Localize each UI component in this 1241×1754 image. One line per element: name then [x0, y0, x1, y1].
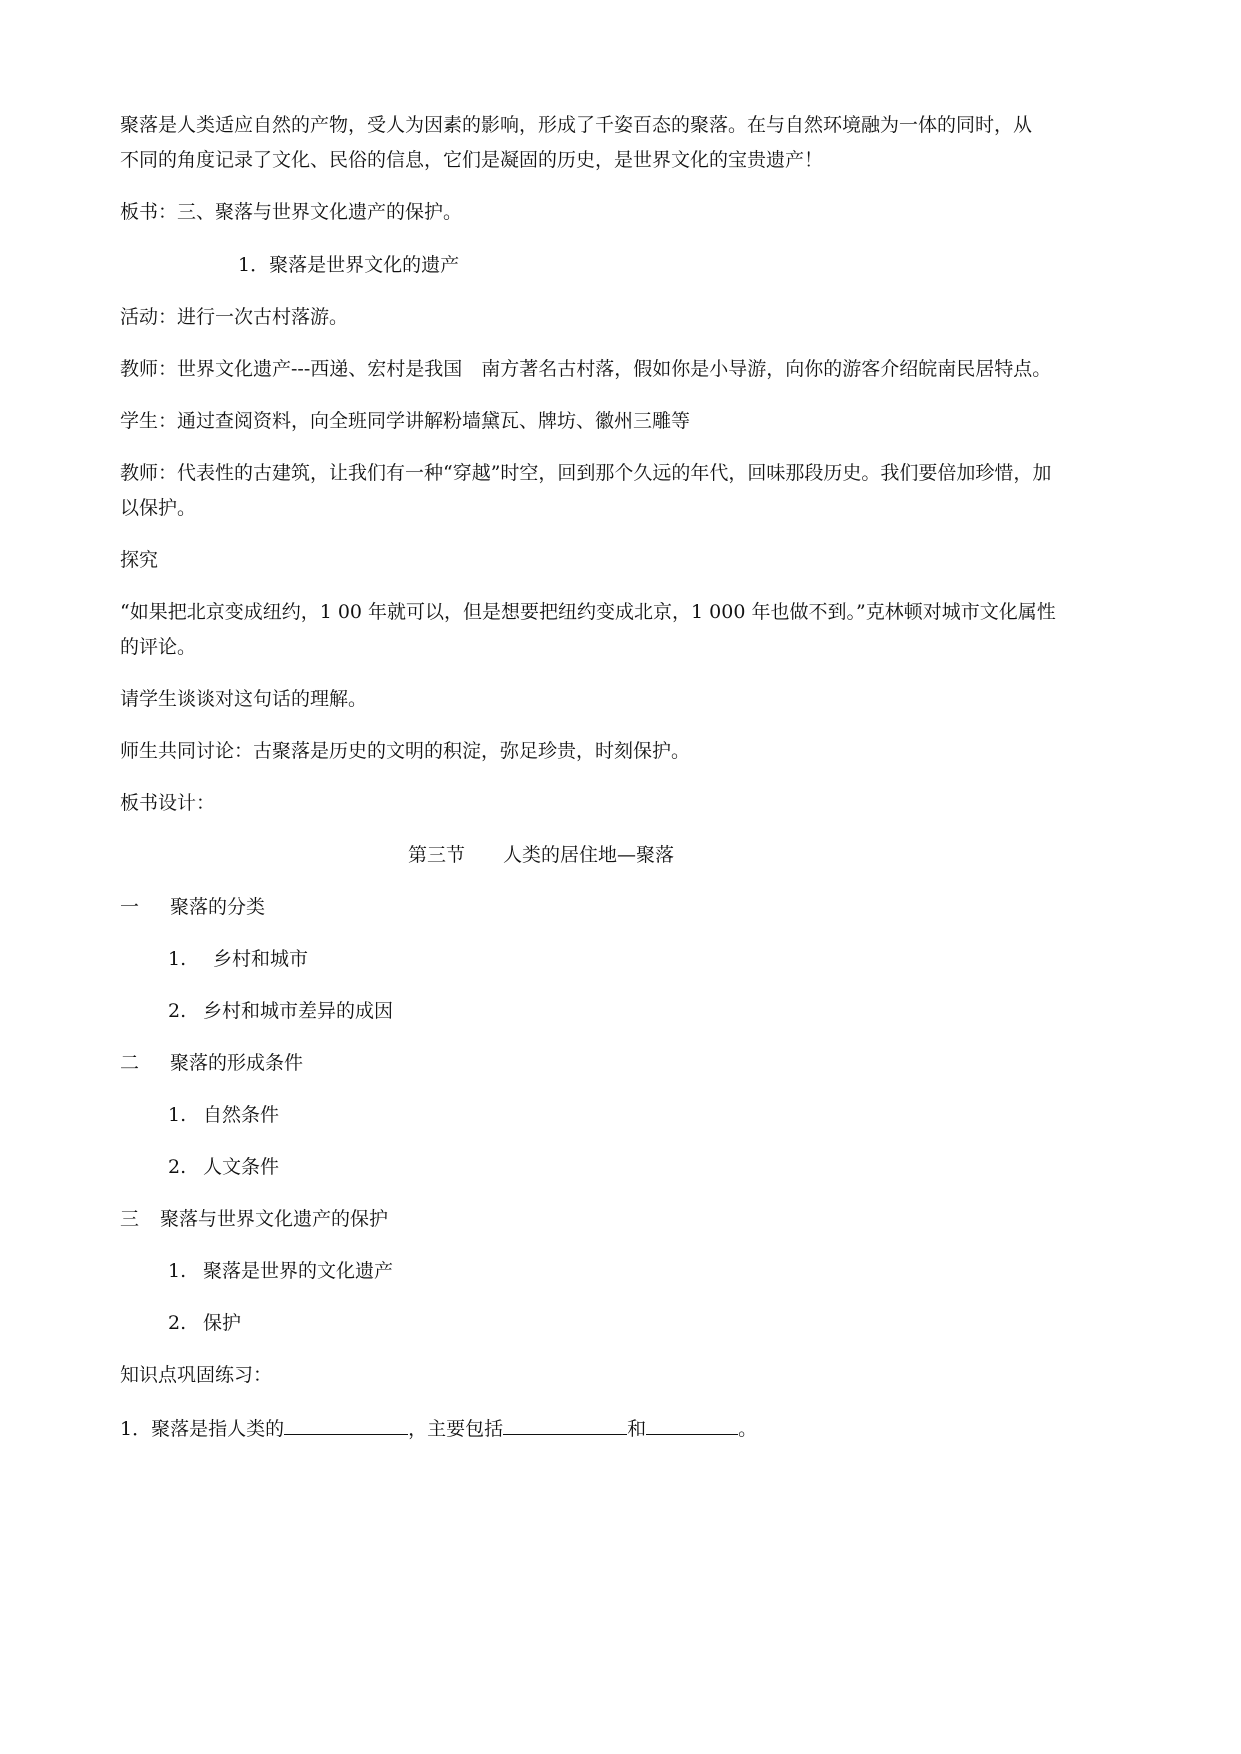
outline-item [168, 1308, 1121, 1338]
activity-line: 活动：进行一次古村落游。 [120, 306, 349, 328]
answer-blank-3[interactable] [646, 1412, 738, 1435]
outline-item-text: 聚落是世界的文化遗产 [203, 1260, 394, 1282]
teacher2-line-1: 教师：代表性的古建筑，让我们有一种“穿越”时空，回到那个久远的年代，回味那段历史。我们要倍加珍惜，加 [120, 462, 1052, 484]
outline-section-2 [120, 1048, 1121, 1078]
quote-line-1: “如果把北京变成纽约，1 00 年就可以，但是想要把纽约变成北京，1 000 年也做不到。”克林顿对城市文化属性 [120, 601, 1056, 623]
question-1 [120, 1412, 1121, 1444]
outline-item-text: 人文条件 [203, 1156, 280, 1178]
outline-item-text: 自然条件 [203, 1104, 280, 1126]
outline-section-number: 一 [120, 896, 140, 918]
outline-section-3 [120, 1204, 1121, 1234]
ask-line: 请学生谈谈对这句话的理解。 [120, 688, 368, 710]
board-note: 板书：三、聚落与世界文化遗产的保护。 [120, 201, 463, 223]
teacher2-line-2: 以保护。 [120, 497, 197, 519]
quote-line-2: 的评论。 [120, 636, 197, 658]
outline-item-text: 保护 [203, 1312, 242, 1334]
question-1-and: 和 [627, 1418, 647, 1440]
outline-section-title: 聚落的形成条件 [170, 1052, 304, 1074]
question-1-mid: ，主要包括 [408, 1418, 504, 1440]
outline-section-number: 三 [120, 1208, 140, 1230]
outline-item [168, 1100, 1121, 1130]
question-1-end: 。 [738, 1418, 758, 1440]
board-sub-item: 1．聚落是世界文化的遗产 [238, 254, 460, 276]
outline-item-text: 乡村和城市 [213, 948, 309, 970]
outline-item-text: 乡村和城市差异的成因 [203, 1000, 394, 1022]
answer-blank-2[interactable] [503, 1412, 627, 1435]
outline-item-number: 1. [168, 1260, 187, 1282]
outline-item-number: 1. [168, 948, 187, 970]
intro-line-1: 聚落是人类适应自然的产物，受人为因素的影响，形成了千姿百态的聚落。在与自然环境融为一体的同时，从 [120, 114, 1033, 136]
student-line: 学生：通过查阅资料，向全班同学讲解粉墙黛瓦、牌坊、徽州三雕等 [120, 410, 691, 432]
outline-section-title: 聚落与世界文化遗产的保护 [160, 1208, 389, 1230]
outline-item [168, 1256, 1121, 1286]
outline-section-1 [120, 892, 1121, 922]
section-title: 第三节 人类的居住地—聚落 [408, 844, 675, 866]
outline-item [168, 944, 1121, 974]
outline-item-number: 2. [168, 1156, 187, 1178]
explore-heading: 探究 [120, 549, 159, 571]
discuss-line: 师生共同讨论：古聚落是历史的文明的积淀，弥足珍贵，时刻保护。 [120, 740, 691, 762]
outline-item-number: 2. [168, 1000, 187, 1022]
question-1-prefix: 1．聚落是指人类的 [120, 1418, 285, 1440]
teacher-line-1: 教师：世界文化遗产---西递、宏村是我国 南方著名古村落，假如你是小导游，向你的游客介绍皖南民居特点。 [120, 358, 1052, 380]
outline-item [168, 1152, 1121, 1182]
practice-label: 知识点巩固练习： [120, 1364, 273, 1386]
outline-item-number: 2. [168, 1312, 187, 1334]
design-label: 板书设计： [120, 792, 216, 814]
intro-line-2: 不同的角度记录了文化、民俗的信息，它们是凝固的历史，是世界文化的宝贵遗产！ [120, 149, 824, 171]
outline-item [168, 996, 1121, 1026]
outline-section-title: 聚落的分类 [170, 896, 266, 918]
outline-section-number: 二 [120, 1052, 140, 1074]
answer-blank-1[interactable] [284, 1412, 408, 1435]
outline-item-number: 1. [168, 1104, 187, 1126]
